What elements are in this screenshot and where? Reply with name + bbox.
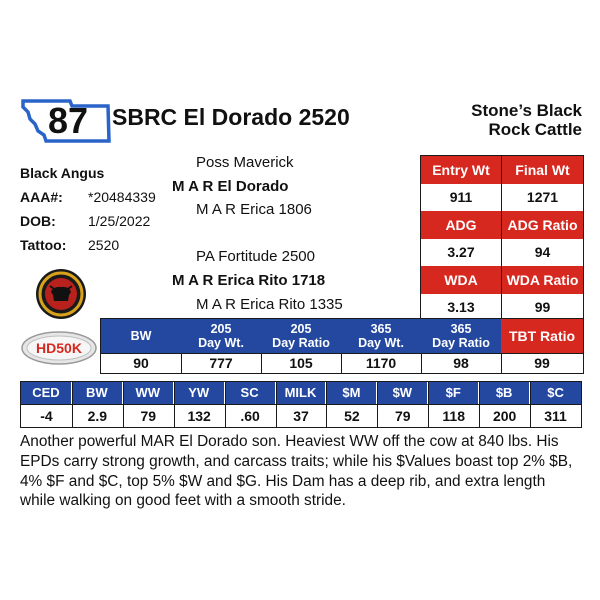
epd-column-divider <box>225 382 226 427</box>
epd-value-yw: 132 <box>187 408 211 424</box>
tattoo-value: 2520 <box>88 237 120 253</box>
d205-ratio-header <box>261 319 341 353</box>
d205-ratio-header-line1: 205 <box>290 322 312 336</box>
d205-ratio-header-line2: Day Ratio <box>272 336 330 350</box>
epd-header-milk: MILK <box>276 382 326 404</box>
entry-wt-header: Entry Wt <box>421 156 501 184</box>
dob-label: DOB: <box>20 213 56 229</box>
d205-wt-header-line1: 205 <box>210 322 232 336</box>
epd-value-milk: 37 <box>293 408 309 424</box>
final-wt-value: 1271 <box>526 189 559 205</box>
epd-column-divider <box>72 382 73 427</box>
description: Another powerful MAR El Dorado son. Heaviest WW off the cow at 840 lbs. His EPDs carry strong growth, and carcass traits; while his $Values boast top 2% $B, 4% $F and $C, top 5% $W and $G. His Dam has a deep rib, and extra length while walking on good feet with a smooth stride. <box>20 433 573 510</box>
d365-wt-value: 1170 <box>365 355 397 371</box>
tattoo-label: Tattoo: <box>20 237 67 253</box>
epd-header-db: $B <box>479 382 529 404</box>
d365-ratio-header-line2: Day Ratio <box>432 336 490 350</box>
epd-header-yw: YW <box>174 382 224 404</box>
tbt-ratio-value: 99 <box>534 355 550 371</box>
d205-wt-header <box>181 319 261 353</box>
epd-header-ww: WW <box>123 382 173 404</box>
epd-header-dc: $C <box>530 382 581 404</box>
d365-ratio-header <box>421 319 501 353</box>
epd-header-dw: $W <box>377 382 427 404</box>
d205-wt-value: 777 <box>209 355 233 371</box>
pedigree-dam-sire: PA Fortitude 2500 <box>196 248 315 265</box>
wda-value: 3.13 <box>447 299 475 315</box>
lot-number: 87 <box>47 100 89 141</box>
breeder-name-line2: Rock Cattle <box>488 120 582 139</box>
epd-header-ced: CED <box>21 382 71 404</box>
weight-table <box>100 318 584 374</box>
wda-ratio-value: 99 <box>534 299 551 315</box>
epd-value-dm: 52 <box>344 408 360 424</box>
wda-ratio-header: WDA Ratio <box>502 266 583 294</box>
breeder-name-line1: Stone’s Black <box>471 101 582 120</box>
tbt-ratio-header-label: TBT Ratio <box>508 328 576 344</box>
epd-header-dm: $M <box>326 382 376 404</box>
bw-header <box>101 319 181 353</box>
epd-column-divider <box>123 382 124 427</box>
epd-column-divider <box>276 382 277 427</box>
hd50k-logo-text: HD50K <box>36 340 82 356</box>
epd-value-dw: 79 <box>395 408 411 424</box>
epd-value-ww: 79 <box>140 408 157 424</box>
adg-ratio-header: ADG Ratio <box>502 211 583 239</box>
pedigree-sire-dam: M A R Erica 1806 <box>196 201 312 218</box>
performance-stats-grid <box>420 155 584 320</box>
bw-header-label: BW <box>130 329 152 343</box>
pedigree-dam-dam: M A R Erica Rito 1335 <box>196 296 343 313</box>
pedigree-sire-sire: Poss Maverick <box>196 154 294 171</box>
epd-column-divider <box>530 382 531 427</box>
adg-value: 3.27 <box>447 244 475 260</box>
d365-ratio-value: 98 <box>453 355 469 371</box>
pedigree-dam: M A R Erica Rito 1718 <box>172 272 326 289</box>
adg-header: ADG <box>421 211 501 239</box>
epd-column-divider <box>377 382 378 427</box>
wda-header: WDA <box>421 266 501 294</box>
d205-wt-header-line2: Day Wt. <box>198 336 244 350</box>
epd-column-divider <box>174 382 175 427</box>
d365-wt-header-line1: 365 <box>370 322 392 336</box>
angus-association-logo <box>35 268 87 320</box>
tbt-ratio-header <box>501 319 583 353</box>
final-wt-header: Final Wt <box>502 156 583 184</box>
bw-value: 90 <box>133 355 149 371</box>
breed: Black Angus <box>20 165 105 181</box>
epd-column-divider <box>479 382 480 427</box>
epd-value-sc: .60 <box>240 408 260 424</box>
d365-wt-header <box>341 319 421 353</box>
hd50k-logo <box>20 330 98 366</box>
aaa-value: *20484339 <box>88 189 156 205</box>
d365-wt-header-line2: Day Wt. <box>358 336 404 350</box>
epd-value-dc: 311 <box>544 408 567 424</box>
dob-value: 1/25/2022 <box>88 213 151 229</box>
epd-header-df: $F <box>428 382 478 404</box>
epd-header-sc: SC <box>225 382 275 404</box>
aaa-label: AAA#: <box>20 189 63 205</box>
animal-name: SBRC El Dorado 2520 <box>112 104 350 130</box>
pedigree-sire: M A R El Dorado <box>172 178 289 195</box>
d365-ratio-header-line1: 365 <box>450 322 472 336</box>
epd-header-bw: BW <box>72 382 122 404</box>
d205-ratio-value: 105 <box>289 355 313 371</box>
epd-column-divider <box>428 382 429 427</box>
epd-table <box>20 381 582 428</box>
epd-column-divider <box>326 382 327 427</box>
entry-wt-value: 911 <box>449 189 473 205</box>
adg-ratio-value: 94 <box>534 244 551 260</box>
epd-value-db: 200 <box>492 408 517 424</box>
epd-value-ced: -4 <box>40 408 53 424</box>
epd-value-df: 118 <box>442 408 466 424</box>
epd-value-bw: 2.9 <box>87 408 108 424</box>
